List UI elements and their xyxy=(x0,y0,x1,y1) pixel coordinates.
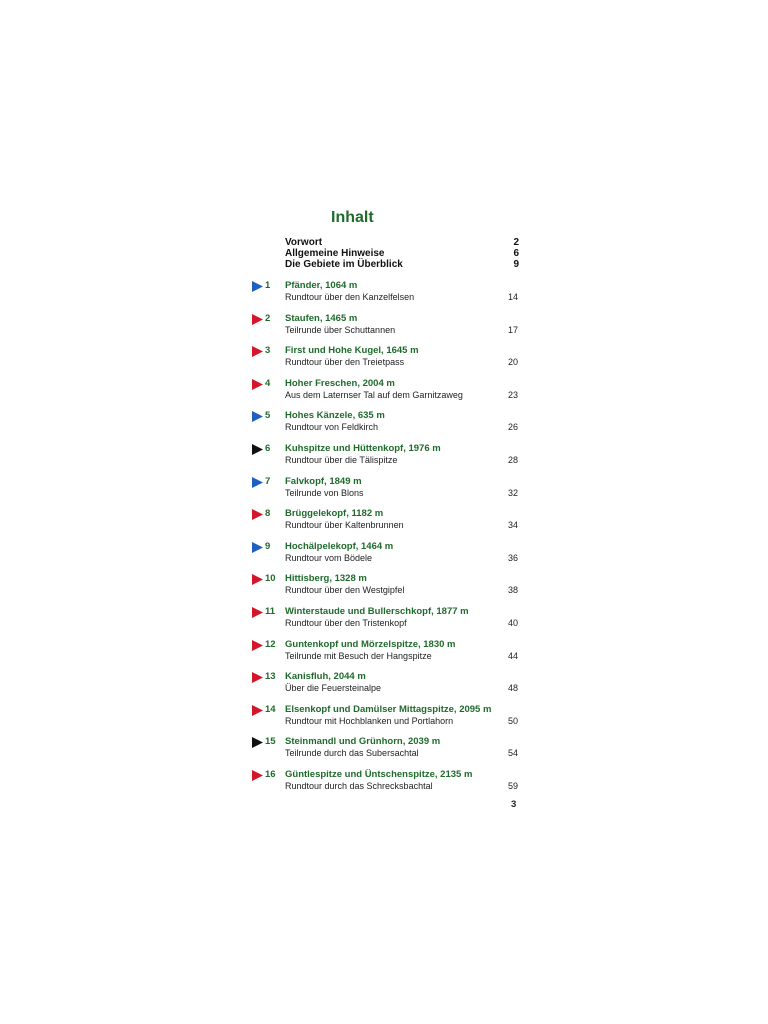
tour-page-number: 34 xyxy=(507,520,518,531)
difficulty-flag-icon xyxy=(252,477,263,488)
tour-page-number: 44 xyxy=(507,650,518,661)
difficulty-flag-icon xyxy=(252,314,263,325)
tour-page-number: 40 xyxy=(507,617,518,628)
intro-row-hinweise xyxy=(285,248,519,259)
tour-entry xyxy=(252,410,520,443)
intro-label: Allgemeine Hinweise xyxy=(285,248,385,259)
tour-entry xyxy=(252,736,520,769)
tour-title: First und Hohe Kugel, 1645 m xyxy=(285,345,419,357)
difficulty-flag-icon xyxy=(252,737,263,748)
difficulty-flag-icon xyxy=(252,542,263,553)
tour-entry xyxy=(252,573,520,606)
difficulty-flag-icon xyxy=(252,705,263,716)
tour-title: Falvkopf, 1849 m xyxy=(285,475,362,487)
intro-row-gebiete xyxy=(285,259,519,270)
tour-number: 6 xyxy=(265,442,271,454)
tour-number: 9 xyxy=(265,540,271,552)
tour-number: 16 xyxy=(265,768,276,780)
difficulty-flag-icon xyxy=(252,770,263,781)
tour-title: Winterstaude und Bullerschkopf, 1877 m xyxy=(285,605,469,617)
tour-entry xyxy=(252,541,520,574)
tour-number: 11 xyxy=(265,605,276,617)
difficulty-flag-icon xyxy=(252,379,263,390)
difficulty-flag-icon xyxy=(252,640,263,651)
tour-page-number: 32 xyxy=(507,487,518,498)
tour-entry xyxy=(252,769,520,802)
tour-page-number: 54 xyxy=(507,748,518,759)
tour-number: 3 xyxy=(265,345,271,357)
tour-entry xyxy=(252,378,520,411)
tour-entry xyxy=(252,345,520,378)
tour-title: Brüggelekopf, 1182 m xyxy=(285,508,384,520)
tour-subtitle: Rundtour über den Westgipfel xyxy=(285,585,405,596)
tour-number: 1 xyxy=(265,280,271,291)
tour-title: Steinmandl und Grünhorn, 2039 m xyxy=(285,736,441,748)
tour-subtitle: Rundtour über den Treietpass xyxy=(285,357,405,368)
tour-entry xyxy=(252,476,520,509)
tour-subtitle: Rundtour über den Tristenkopf xyxy=(285,617,407,628)
tour-title: Güntlespitze und Üntschenspitze, 2135 m xyxy=(285,768,473,780)
tour-entry xyxy=(252,704,520,737)
difficulty-flag-icon xyxy=(252,574,263,585)
tour-title: Hoher Freschen, 2004 m xyxy=(285,377,395,389)
tour-page-number: 38 xyxy=(507,585,518,596)
intro-page: 2 xyxy=(513,237,519,248)
tour-subtitle: Rundtour über den Kanzelfelsen xyxy=(285,292,415,302)
page-number: 3 xyxy=(511,799,517,810)
tour-page-number: 23 xyxy=(507,389,518,400)
intro-row-vorwort xyxy=(285,237,519,248)
tour-page-number: 36 xyxy=(507,552,518,563)
tour-entry xyxy=(252,313,520,346)
tour-page-number: 59 xyxy=(507,780,518,791)
difficulty-flag-icon xyxy=(252,672,263,683)
tour-title: Kuhspitze und Hüttenkopf, 1976 m xyxy=(285,442,441,454)
tour-number: 5 xyxy=(265,410,271,422)
intro-label: Vorwort xyxy=(285,237,323,248)
tour-subtitle: Rundtour durch das Schrecksbachtal xyxy=(285,780,433,791)
difficulty-flag-icon xyxy=(252,346,263,357)
tour-page-number: 50 xyxy=(507,715,518,726)
difficulty-flag-icon xyxy=(252,509,263,520)
intro-section xyxy=(285,237,519,270)
tour-number: 8 xyxy=(265,508,271,520)
tour-title: Hochälpelekopf, 1464 m xyxy=(285,540,394,552)
intro-label: Die Gebiete im Überblick xyxy=(285,259,403,270)
tour-entry xyxy=(252,639,520,672)
tour-entry xyxy=(252,606,520,639)
tour-number: 10 xyxy=(265,573,276,585)
tour-subtitle: Teilrunde durch das Subersachtal xyxy=(285,748,419,759)
tour-entry xyxy=(252,671,520,704)
tour-number: 4 xyxy=(265,377,271,389)
tour-entry xyxy=(252,280,520,313)
tour-number: 12 xyxy=(265,638,276,650)
tour-title: Hittisberg, 1328 m xyxy=(285,573,367,585)
tour-number: 2 xyxy=(265,312,271,324)
tour-subtitle: Teilrunde über Schuttannen xyxy=(285,324,396,335)
tour-number: 7 xyxy=(265,475,271,487)
tour-subtitle: Rundtour über die Tälispitze xyxy=(285,454,398,465)
page-title: Inhalt xyxy=(331,209,374,226)
tour-subtitle: Aus dem Laternser Tal auf dem Garnitzaweg xyxy=(285,389,463,400)
tour-title: Guntenkopf und Mörzelspitze, 1830 m xyxy=(285,638,456,650)
difficulty-flag-icon xyxy=(252,281,263,292)
difficulty-flag-icon xyxy=(252,444,263,455)
tour-title: Staufen, 1465 m xyxy=(285,312,358,324)
tour-page-number: 14 xyxy=(507,292,518,302)
tour-subtitle: Rundtour vom Bödele xyxy=(285,552,373,563)
tour-page-number: 26 xyxy=(507,422,518,433)
tour-title: Pfänder, 1064 m xyxy=(285,280,358,291)
tour-page-number: 17 xyxy=(507,324,518,335)
tour-subtitle: Rundtour von Feldkirch xyxy=(285,422,379,433)
tour-title: Kanisfluh, 2044 m xyxy=(285,671,366,683)
tour-subtitle: Teilrunde mit Besuch der Hangspitze xyxy=(285,650,432,661)
tour-number: 15 xyxy=(265,736,276,748)
tour-page-number: 28 xyxy=(507,454,518,465)
tour-entry xyxy=(252,508,520,541)
tour-subtitle: Rundtour mit Hochblanken und Portlahorn xyxy=(285,715,454,726)
tour-page-number: 20 xyxy=(507,357,518,368)
intro-page: 9 xyxy=(513,259,519,270)
tour-subtitle: Teilrunde von Blons xyxy=(285,487,364,498)
difficulty-flag-icon xyxy=(252,411,263,422)
difficulty-flag-icon xyxy=(252,607,263,618)
tour-title: Hohes Känzele, 635 m xyxy=(285,410,385,422)
tour-number: 14 xyxy=(265,703,276,715)
tour-entry xyxy=(252,443,520,476)
tour-number: 13 xyxy=(265,671,276,683)
tour-subtitle: Rundtour über Kaltenbrunnen xyxy=(285,520,404,531)
tour-list xyxy=(252,280,520,802)
tour-title: Elsenkopf und Damülser Mittagspitze, 2095 m xyxy=(285,703,492,715)
tour-subtitle: Über die Feuersteinalpe xyxy=(285,683,382,694)
tour-page-number: 48 xyxy=(507,683,518,694)
intro-page: 6 xyxy=(513,248,519,259)
